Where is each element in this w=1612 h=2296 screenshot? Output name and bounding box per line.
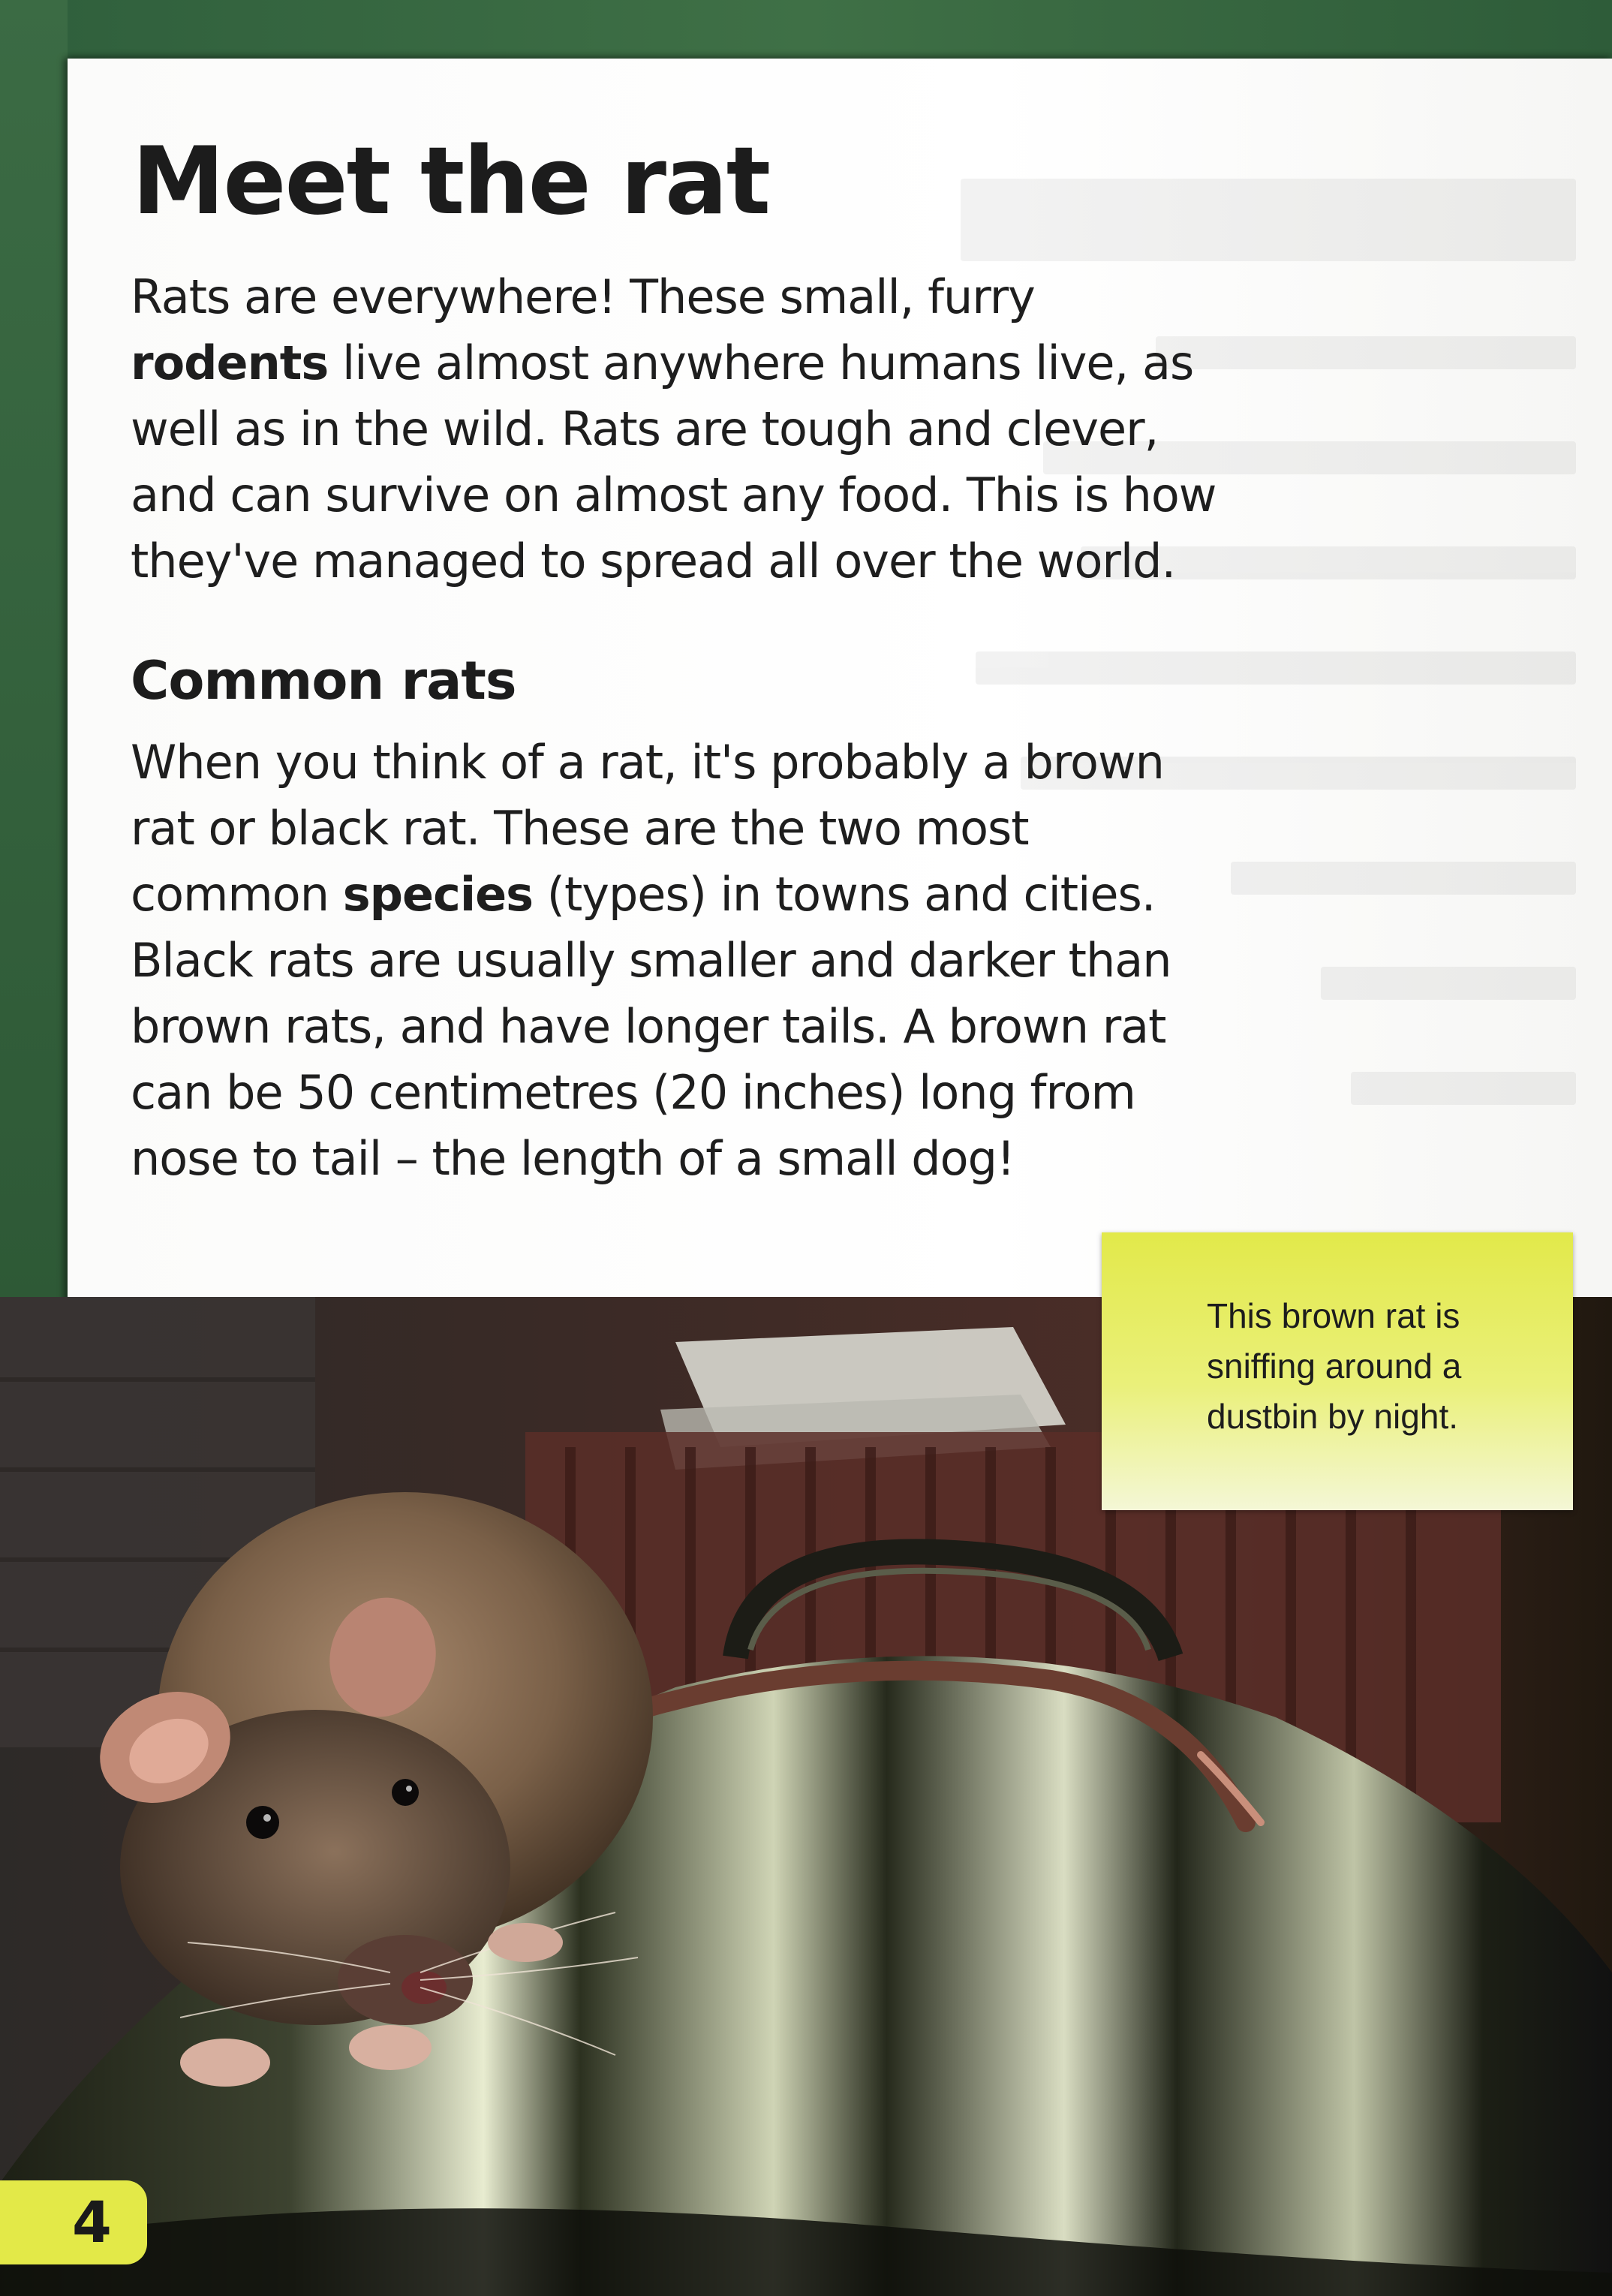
glossary-term-rodents: rodents [131,336,329,390]
intro-paragraph [131,264,1234,594]
page-title: Meet the rat [132,128,769,236]
green-border-left [0,0,68,1306]
glossary-term-species: species [342,867,534,922]
photo-caption: This brown rat is sniffing around a dustbin by night. [1207,1296,1462,1436]
page-number-tab [0,2180,147,2264]
intro-text-end: live almost anywhere humans live, as well as in the wild. Rats are tough and clever, and can survive on almost any food. This is how they've managed to spread all over the world. [131,336,1217,588]
intro-text-start: Rats are everywhere! These small, furry [131,269,1035,324]
green-border-top [0,0,1612,60]
section-heading: Common rats [131,650,516,712]
page-number: 4 [72,2189,112,2255]
section-text-end: (types) in towns and cities. Black rats are usually smaller and darker than brown rats, and have longer tails. A brown rat can be 50 centimetres (20 inches) long from nose to tail – the length of a small dog! [131,867,1171,1186]
photo-caption-box [1102,1232,1573,1510]
section-paragraph [131,730,1234,1192]
section-text-start: When you think of a rat, it's probably a brown rat or black rat. These are the two most common [131,735,1164,922]
